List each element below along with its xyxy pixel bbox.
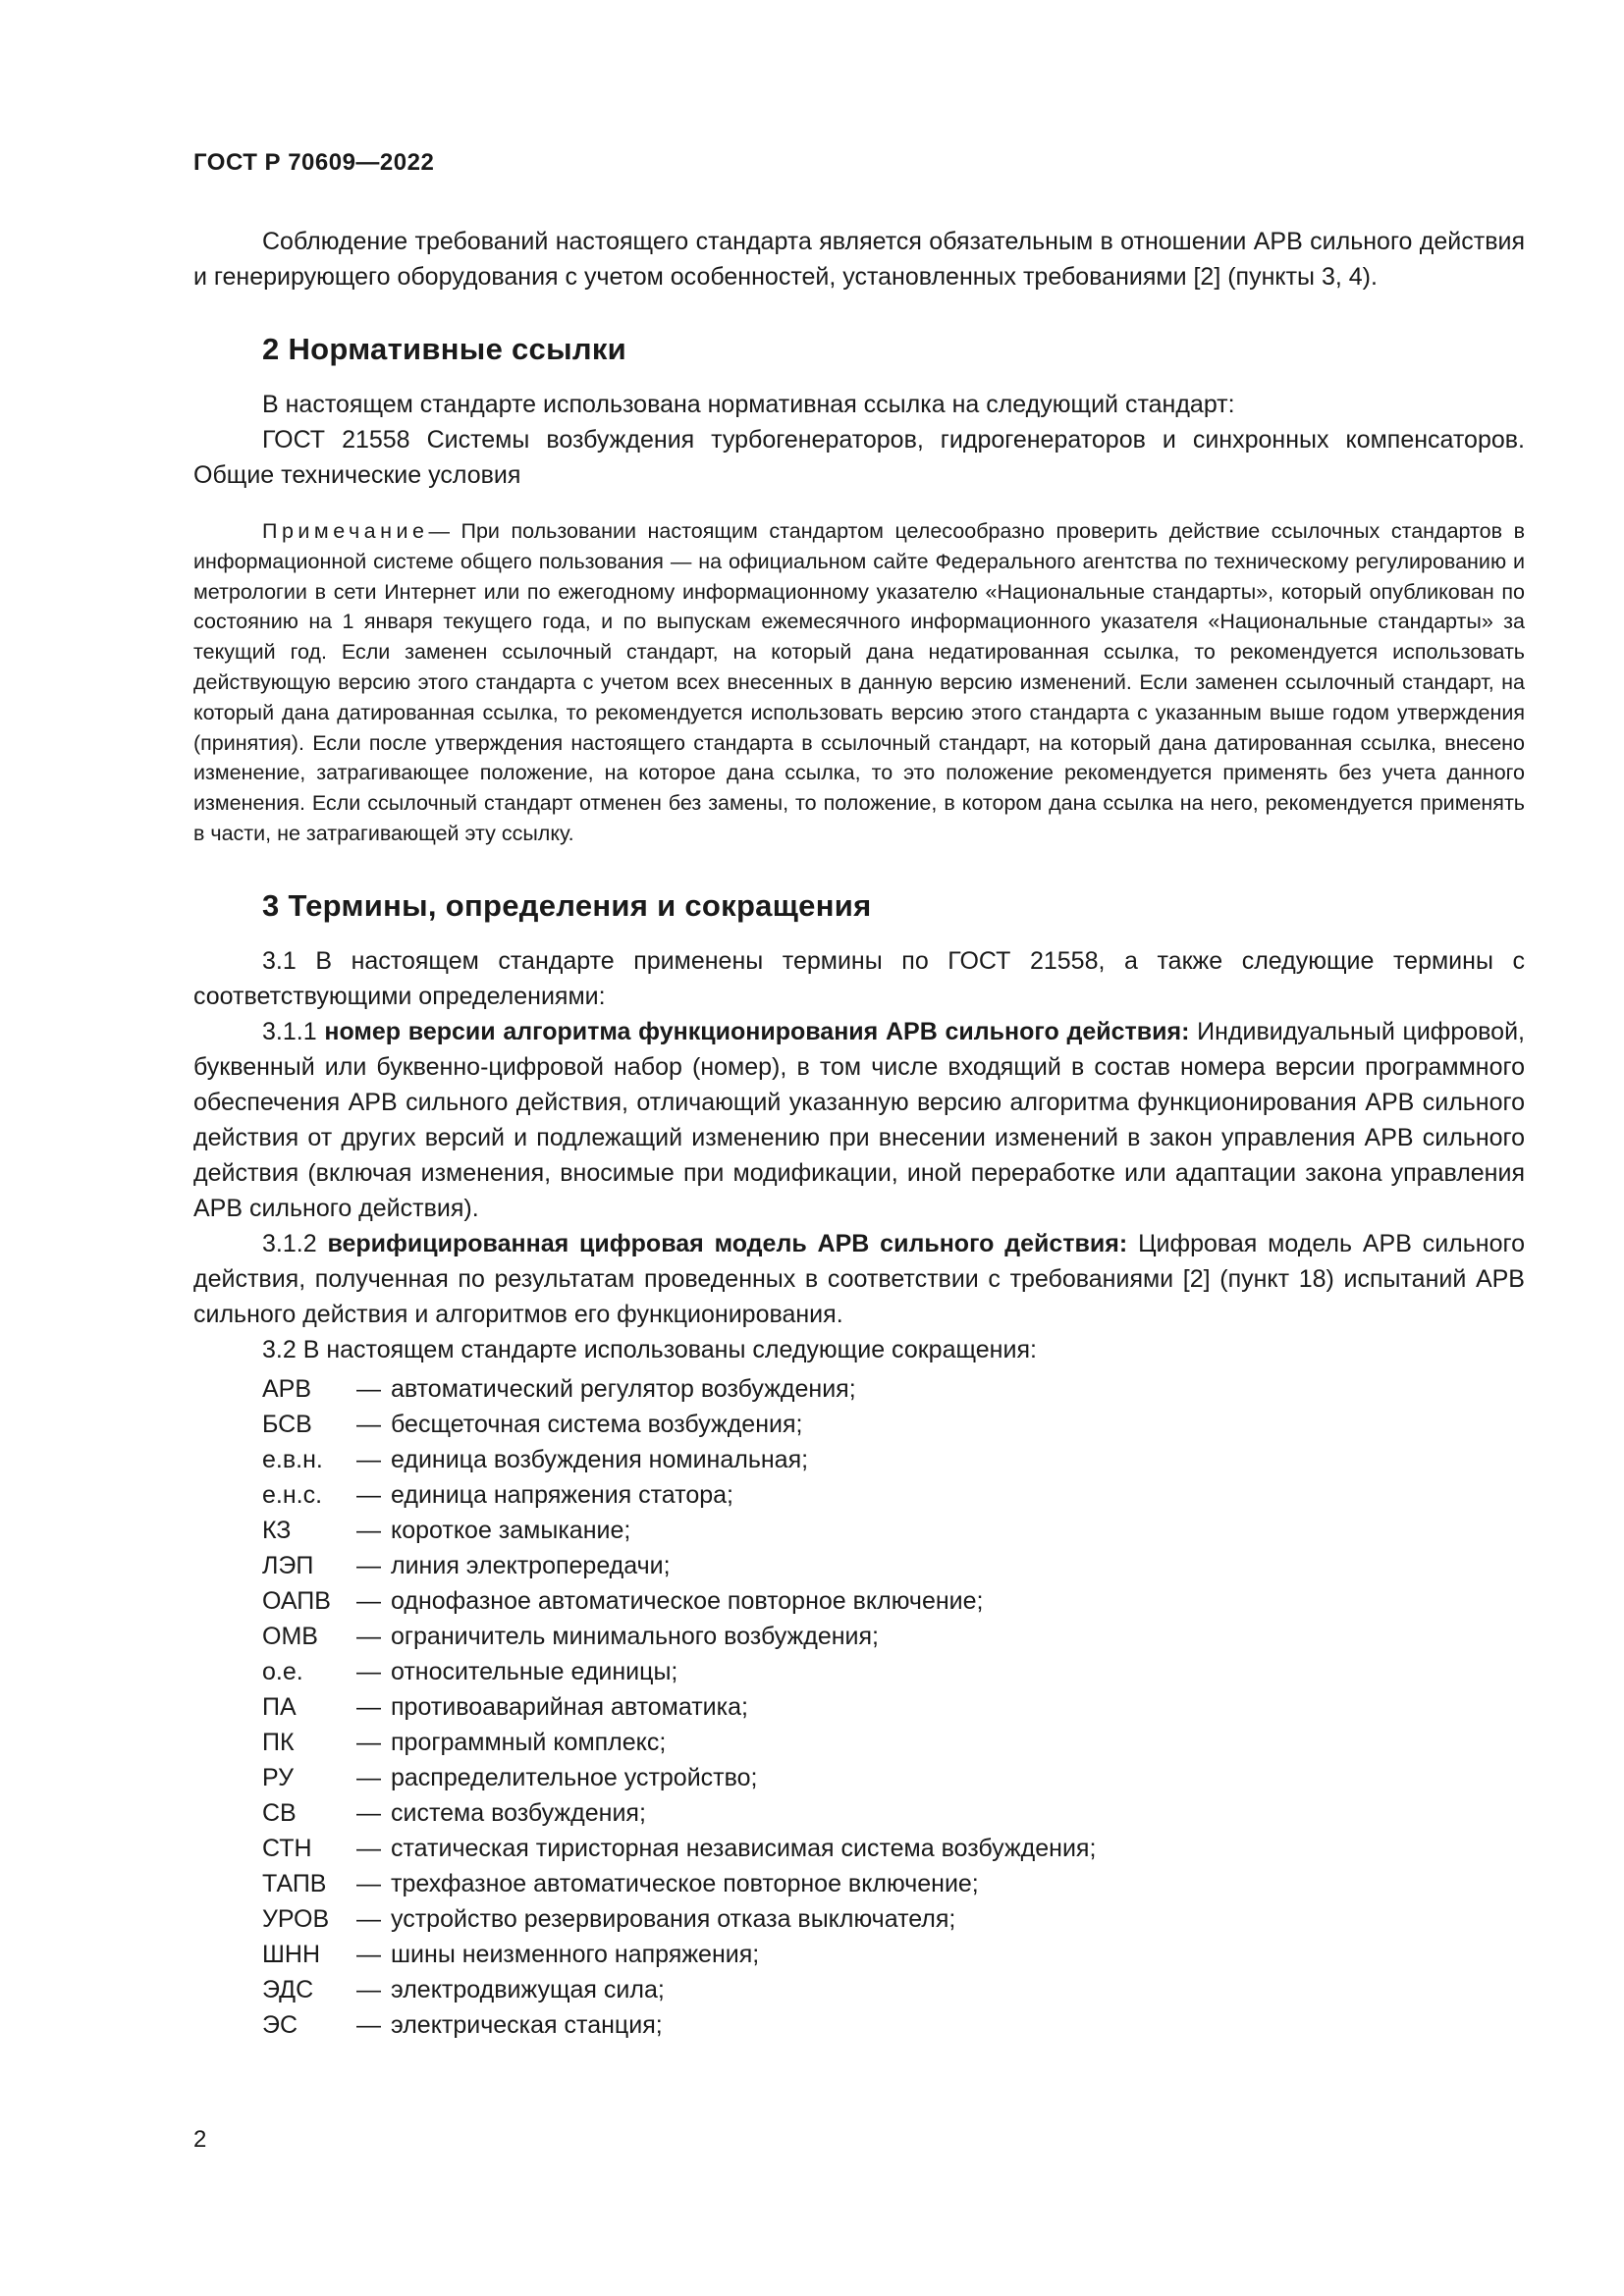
clause-3-2: 3.2 В настоящем стандарте использованы следующие сокращения: (262, 1335, 1037, 1363)
abbreviation: ПА (262, 1692, 297, 1721)
dash-separator: — (356, 1551, 381, 1579)
dash-separator: — (356, 1445, 381, 1473)
abbreviation: е.в.н. (262, 1445, 323, 1473)
dash-separator: — (356, 1410, 381, 1438)
abbreviation-list (262, 1371, 1525, 2043)
abbreviation-definition: ограничитель минимального возбуждения; (391, 1622, 879, 1650)
clause-3-1-1-number: 3.1.1 (262, 1017, 325, 1045)
abbreviation-row (262, 1760, 1525, 1795)
abbreviation-definition: относительные единицы; (391, 1657, 678, 1685)
abbreviation: КЗ (262, 1516, 292, 1544)
abbreviation-definition: однофазное автоматическое повторное включение; (391, 1586, 984, 1615)
abbreviation-row (262, 1619, 1525, 1654)
abbreviation: ЭДС (262, 1975, 314, 2003)
note-label: Примечание (262, 519, 429, 543)
abbreviation: ПК (262, 1728, 295, 1756)
dash-separator: — (356, 1692, 381, 1721)
abbreviation-row (262, 1866, 1525, 1901)
abbreviation-row (262, 1937, 1525, 1972)
abbreviation-row (262, 1371, 1525, 1407)
abbreviation-row (262, 1442, 1525, 1477)
abbreviation-definition: автоматический регулятор возбуждения; (391, 1374, 856, 1403)
section-3-heading: 3 Термины, определения и сокращения (262, 887, 872, 923)
abbreviation-row (262, 1901, 1525, 1937)
dash-separator: — (356, 1728, 381, 1756)
abbreviation-definition: трехфазное автоматическое повторное включение; (391, 1869, 979, 1897)
abbreviation: ТАПВ (262, 1869, 327, 1897)
clause-3-1-2 (193, 1226, 1525, 1332)
abbreviation-definition: статическая тиристорная независимая система возбуждения; (391, 1834, 1097, 1862)
abbreviation-definition: распределительное устройство; (391, 1763, 758, 1791)
section-2-paragraph-2: ГОСТ 21558 Системы возбуждения турбогенераторов, гидрогенераторов и синхронных компенсаторов. Общие технические условия (193, 426, 1525, 489)
abbreviation-row (262, 1795, 1525, 1831)
abbreviation-row (262, 1972, 1525, 2007)
note-text: — При пользовании настоящим стандартом целесообразно проверить действие ссылочных стандартов в информационной системе общего пользования — на официальном сайте Федерального агентства по техническому регулированию и метрологии в сети Интернет или по ежегодному информационному указателю «Национальные стандарты», который опубликован по состоянию на 1 января текущего года, и по выпускам ежемесячного информационного указателя «Национальные стандарты» за текущий год. Если заменен ссылочный стандарт, на который дана недатированная ссылка, то рекомендуется использовать действующую версию этого стандарта с учетом всех внесенных в данную версию изменений. Если заменен ссылочный стандарт, на который дана датированная ссылка, то рекомендуется использовать версию этого стандарта с указанным выше годом утверждения (принятия). Если после утверждения настоящего стандарта в ссылочный стандарт, на который дана датированная ссылка, внесено изменение, затрагивающее положение, на которое дана ссылка, то это положение рекомендуется применять без учета данного изменения. Если ссылочный стандарт отменен без замены, то положение, в котором дана ссылка на него, рекомендуется применять в части, не затрагивающей эту ссылку. (193, 519, 1525, 845)
abbreviation: ЛЭП (262, 1551, 314, 1579)
abbreviation: СТН (262, 1834, 312, 1862)
abbreviation-definition: устройство резервирования отказа выключателя; (391, 1904, 956, 1933)
abbreviation-definition: единица напряжения статора; (391, 1480, 733, 1509)
note-block (193, 516, 1525, 849)
abbreviation-row (262, 1548, 1525, 1583)
dash-separator: — (356, 1798, 381, 1827)
abbreviation-definition: электродвижущая сила; (391, 1975, 665, 2003)
section-2-heading: 2 Нормативные ссылки (262, 332, 627, 366)
abbreviation-row (262, 1725, 1525, 1760)
abbreviation-definition: короткое замыкание; (391, 1516, 631, 1544)
abbreviation: ОМВ (262, 1622, 318, 1650)
dash-separator: — (356, 1763, 381, 1791)
dash-separator: — (356, 1516, 381, 1544)
section-2-paragraph-1: В настоящем стандарте использована нормативная ссылка на следующий стандарт: (262, 391, 1235, 418)
clause-3-1-1-definition: Индивидуальный цифровой, буквенный или буквенно-цифровой набор (номер), в том числе входящий в состав номера версии программного обеспечения АРВ сильного действия, отличающий указанную версию алгоритма функционирования АРВ сильного действия от других версий и подлежащий изменению при внесении изменений в закон управления АРВ сильного действия (включая изменения, вносимые при модификации, иной переработке или адаптации закона управления АРВ сильного действия). (193, 1017, 1525, 1222)
abbreviation: БСВ (262, 1410, 312, 1438)
clause-3-1-1 (193, 1014, 1525, 1226)
abbreviation-row (262, 1407, 1525, 1442)
dash-separator: — (356, 1869, 381, 1897)
dash-separator: — (356, 1904, 381, 1933)
abbreviation-definition: противоаварийная автоматика; (391, 1692, 748, 1721)
abbreviation-definition: бесщеточная система возбуждения; (391, 1410, 803, 1438)
abbreviation-definition: программный комплекс; (391, 1728, 667, 1756)
dash-separator: — (356, 1975, 381, 2003)
page-content (193, 224, 1525, 2043)
clause-3-1-2-term: верифицированная цифровая модель АРВ сильного действия: (327, 1229, 1128, 1257)
dash-separator: — (356, 1834, 381, 1862)
abbreviation-definition: шины неизменного напряжения; (391, 1940, 760, 1968)
dash-separator: — (356, 1622, 381, 1650)
abbreviation-row (262, 1583, 1525, 1619)
clause-3-1-1-term: номер версии алгоритма функционирования АРВ сильного действия: (324, 1017, 1190, 1045)
abbreviation-row (262, 1477, 1525, 1513)
abbreviation: СВ (262, 1798, 297, 1827)
dash-separator: — (356, 1940, 381, 1968)
abbreviation: ШНН (262, 1940, 321, 1968)
abbreviation-row (262, 1513, 1525, 1548)
abbreviation: е.н.с. (262, 1480, 323, 1509)
abbreviation: УРОВ (262, 1904, 330, 1933)
abbreviation: о.е. (262, 1657, 303, 1685)
clause-3-1: 3.1 В настоящем стандарте применены термины по ГОСТ 21558, а также следующие термины с соответствующими определениями: (193, 946, 1525, 1010)
abbreviation: РУ (262, 1763, 295, 1791)
abbreviation-definition: линия электропередачи; (391, 1551, 671, 1579)
abbreviation-row (262, 2007, 1525, 2043)
intro-paragraph: Соблюдение требований настоящего стандарта является обязательным в отношении АРВ сильного действия и генерирующего оборудования с учетом особенностей, установленных требованиями [2] (пункты 3, 4). (193, 228, 1525, 291)
abbreviation: ЭС (262, 2010, 298, 2039)
dash-separator: — (356, 1480, 381, 1509)
dash-separator: — (356, 1586, 381, 1615)
abbreviation-row (262, 1689, 1525, 1725)
dash-separator: — (356, 2010, 381, 2039)
clause-3-1-2-number: 3.1.2 (262, 1229, 328, 1257)
abbreviation: АРВ (262, 1374, 312, 1403)
abbreviation-row (262, 1654, 1525, 1689)
abbreviation-definition: единица возбуждения номинальная; (391, 1445, 809, 1473)
clause-3-1-2-definition: Цифровая модель АРВ сильного действия, полученная по результатам проведенных в соответствии с требованиями [2] (пункт 18) испытаний АРВ сильного действия и алгоритмов его функционирования. (193, 1229, 1525, 1328)
abbreviation-definition: система возбуждения; (391, 1798, 646, 1827)
abbreviation-definition: электрическая станция; (391, 2010, 663, 2039)
abbreviation: ОАПВ (262, 1586, 331, 1615)
page-number: 2 (193, 2126, 207, 2153)
abbreviation-row (262, 1831, 1525, 1866)
dash-separator: — (356, 1374, 381, 1403)
dash-separator: — (356, 1657, 381, 1685)
doc-code-header: ГОСТ Р 70609—2022 (193, 149, 435, 176)
